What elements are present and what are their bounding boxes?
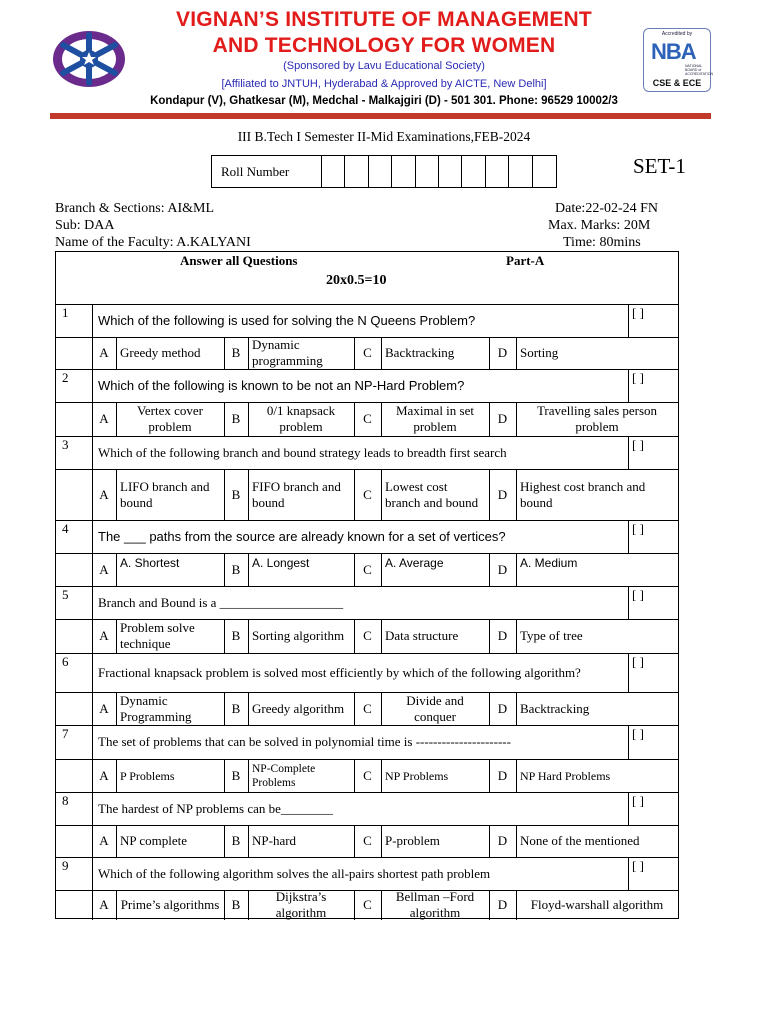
subject-text: Sub: DAA	[55, 218, 115, 233]
roll-digit-cell[interactable]	[345, 156, 368, 187]
table-column-rule	[381, 337, 382, 369]
answer-bracket: [ ]	[632, 858, 644, 873]
option-text: A. Longest	[252, 556, 310, 570]
option-text: NP complete	[120, 833, 188, 848]
option-text: Data structure	[385, 628, 459, 643]
option-letter: D	[497, 345, 508, 360]
table-column-rule	[116, 692, 117, 725]
table-column-rule	[92, 369, 93, 402]
option-letter: D	[497, 833, 508, 848]
option-text: LIFO branch and bound	[120, 478, 210, 510]
answer-bracket: [ ]	[632, 587, 644, 602]
table-column-rule	[628, 725, 629, 759]
option-letter: D	[497, 700, 508, 716]
table-column-rule	[92, 520, 93, 553]
header-divider	[50, 113, 711, 119]
table-column-rule	[381, 402, 382, 436]
option-text: NP Hard Problems	[520, 768, 611, 783]
option-text: Dynamic programming	[252, 337, 323, 368]
question-text: The set of problems that can be solved in polynomial time is ----------------------	[98, 734, 511, 749]
question-number: 4	[62, 521, 69, 536]
question-number: 6	[62, 654, 69, 669]
table-column-rule	[628, 304, 629, 337]
part-marks: 20x0.5=10	[326, 272, 387, 288]
table-column-rule	[516, 469, 517, 520]
table-column-rule	[92, 304, 93, 337]
table-column-rule	[116, 890, 117, 920]
option-letter: C	[363, 833, 372, 848]
option-text: Greedy method	[120, 345, 201, 360]
roll-digit-cell[interactable]	[416, 156, 439, 187]
option-text: Backtracking	[520, 700, 590, 716]
option-letter: B	[231, 767, 241, 783]
table-column-rule	[516, 402, 517, 436]
table-column-rule	[248, 692, 249, 725]
option-letter: B	[231, 833, 241, 848]
option-text: Dijkstra’s algorithm	[275, 889, 327, 920]
option-text: None of the mentioned	[520, 833, 640, 848]
option-letter: C	[363, 486, 372, 502]
option-text: Sorting	[520, 345, 559, 360]
table-column-rule	[516, 890, 517, 920]
table-column-rule	[381, 759, 382, 792]
roll-digit-cell[interactable]	[439, 156, 462, 187]
table-column-rule	[516, 692, 517, 725]
table-column-rule	[92, 857, 93, 890]
nba-accredited-text: Accredited by	[661, 31, 693, 37]
option-text: A. Average	[385, 556, 444, 570]
table-column-rule	[248, 890, 249, 920]
option-letter: B	[231, 700, 241, 716]
table-column-rule	[92, 436, 93, 469]
option-letter: C	[363, 561, 372, 577]
answer-bracket: [ ]	[632, 793, 644, 808]
option-letter: D	[497, 411, 508, 426]
option-letter: C	[363, 767, 372, 783]
nba-depts: CSE & ECE	[652, 78, 702, 88]
table-column-rule	[116, 619, 117, 653]
institute-name-line1: VIGNAN’S INSTITUTE OF MANAGEMENT	[176, 8, 592, 31]
option-letter: C	[363, 628, 372, 643]
table-column-rule	[116, 825, 117, 857]
option-letter: B	[231, 345, 241, 360]
question-number: 1	[62, 305, 69, 320]
option-text: A. Shortest	[120, 556, 180, 570]
option-text: Type of tree	[520, 628, 583, 643]
table-column-rule	[628, 653, 629, 692]
option-letter: D	[497, 897, 508, 912]
roll-digit-cell[interactable]	[486, 156, 509, 187]
table-column-rule	[628, 369, 629, 402]
nba-logo: NBA	[651, 39, 696, 64]
option-text: Floyd-warshall algorithm	[530, 897, 664, 912]
option-letter: B	[231, 897, 241, 912]
table-column-rule	[516, 553, 517, 586]
table-column-rule	[116, 759, 117, 792]
option-text: Prime’s algorithms	[120, 897, 220, 912]
option-text: NP-Complete Problems	[252, 762, 316, 789]
option-letter: C	[363, 897, 372, 912]
address-text: Kondapur (V), Ghatkesar (M), Medchal - Malkajgiri (D) - 501 301. Phone: 96529 10002/3	[150, 95, 618, 107]
option-text: Bellman –Ford algorithm	[395, 889, 475, 920]
table-column-rule	[381, 619, 382, 653]
table-column-rule	[116, 553, 117, 586]
question-text: The ___ paths from the source are already known for a set of vertices?	[98, 528, 506, 544]
option-text: Backtracking	[385, 345, 455, 360]
option-letter: C	[363, 411, 372, 426]
option-text: A. Medium	[520, 556, 578, 570]
option-letter: C	[363, 345, 372, 360]
option-text: Lowest cost branch and bound	[385, 478, 479, 510]
part-instruction: Answer all Questions	[180, 252, 298, 268]
option-letter: B	[231, 411, 241, 426]
option-text: Sorting algorithm	[252, 628, 345, 643]
faculty-text: Name of the Faculty: A.KALYANI	[55, 235, 251, 250]
roll-digit-cell[interactable]	[369, 156, 392, 187]
affiliation-text: [Affiliated to JNTUH, Hyderabad & Approved by AICTE, New Delhi]	[221, 78, 547, 90]
option-text: 0/1 knapsack problem	[266, 403, 336, 434]
date-text: Date:22-02-24 FN	[555, 201, 659, 216]
question-table	[55, 251, 679, 919]
max-marks-text: Max. Marks: 20M	[548, 218, 651, 233]
table-column-rule	[248, 825, 249, 857]
question-text: Which of the following is known to be not an NP-Hard Problem?	[98, 377, 465, 393]
option-letter: A	[99, 700, 109, 716]
table-column-rule	[116, 402, 117, 436]
roll-number-label: Roll Number	[212, 156, 322, 187]
question-number: 5	[62, 587, 69, 602]
option-text: P Problems	[120, 768, 175, 783]
table-column-rule	[116, 469, 117, 520]
branch-text: Branch & Sections: AI&ML	[55, 201, 215, 216]
option-text: FIFO branch and bound	[252, 478, 341, 510]
table-column-rule	[381, 469, 382, 520]
table-column-rule	[516, 825, 517, 857]
question-text: Which of the following is used for solving the N Queens Problem?	[98, 312, 476, 328]
nba-subtext: NATIONAL BOARD of ACCREDITATION	[685, 64, 714, 76]
table-column-rule	[248, 469, 249, 520]
table-column-rule	[381, 692, 382, 725]
table-column-rule	[516, 619, 517, 653]
roll-number-box	[211, 155, 557, 188]
table-column-rule	[248, 337, 249, 369]
option-letter: C	[363, 700, 372, 716]
option-letter: D	[497, 561, 508, 577]
option-text: NP-hard	[252, 833, 297, 848]
option-letter: A	[99, 897, 109, 912]
question-text: Fractional knapsack problem is solved most efficiently by which of the following algorithm?	[98, 664, 581, 680]
roll-digit-cell[interactable]	[509, 156, 532, 187]
question-number: 3	[62, 437, 69, 452]
option-letter: D	[497, 767, 508, 783]
table-column-rule	[92, 586, 93, 619]
option-letter: A	[99, 628, 109, 643]
answer-bracket: [ ]	[632, 437, 644, 452]
roll-digit-cell[interactable]	[392, 156, 415, 187]
table-column-rule	[628, 436, 629, 469]
option-letter: A	[99, 833, 109, 848]
table-column-rule	[92, 653, 93, 692]
table-column-rule	[516, 337, 517, 369]
option-text: Divide and conquer	[406, 692, 464, 724]
question-number: 2	[62, 370, 69, 385]
table-column-rule	[381, 553, 382, 586]
option-letter: A	[99, 411, 109, 426]
question-number: 9	[62, 858, 69, 873]
nba-badge	[643, 28, 714, 92]
question-number: 7	[62, 726, 69, 741]
table-column-rule	[248, 553, 249, 586]
institute-name-line2: AND TECHNOLOGY FOR WOMEN	[212, 34, 556, 57]
question-text: Which of the following branch and bound strategy leads to breadth first search	[98, 444, 507, 460]
option-text: Dynamic Programming	[120, 692, 192, 724]
option-text: Vertex cover problem	[136, 403, 204, 434]
question-text: The hardest of NP problems can be________	[98, 800, 333, 816]
option-letter: B	[231, 486, 241, 502]
table-column-rule	[116, 337, 117, 369]
question-text: Branch and Bound is a ___________________	[98, 594, 344, 610]
table-column-rule	[628, 586, 629, 619]
answer-bracket: [ ]	[632, 305, 644, 320]
set-label: SET-1	[633, 154, 686, 178]
option-letter: A	[99, 345, 109, 360]
table-column-rule	[628, 520, 629, 553]
roll-digit-cell[interactable]	[322, 156, 345, 187]
option-text: Maximal in set problem	[396, 403, 474, 434]
question-text: Which of the following algorithm solves the all-pairs shortest path problem	[98, 865, 491, 881]
option-letter: D	[497, 486, 508, 502]
table-column-rule	[381, 890, 382, 920]
option-letter: A	[99, 486, 109, 502]
option-text: NP Problems	[385, 768, 449, 783]
sponsor-text: (Sponsored by Lavu Educational Society)	[283, 60, 485, 72]
option-letter: B	[231, 628, 241, 643]
option-text: Problem solve technique	[120, 620, 195, 651]
answer-bracket: [ ]	[632, 726, 644, 741]
option-text: P-problem	[385, 833, 440, 848]
table-column-rule	[92, 792, 93, 825]
option-text: Travelling sales person problem	[536, 403, 658, 434]
part-name: Part-A	[506, 252, 545, 268]
option-letter: D	[497, 628, 508, 643]
answer-bracket: [ ]	[632, 521, 644, 536]
table-column-rule	[248, 402, 249, 436]
question-number: 8	[62, 793, 69, 808]
table-column-rule	[248, 619, 249, 653]
option-letter: A	[99, 561, 109, 577]
roll-digit-cell[interactable]	[533, 156, 556, 187]
table-column-rule	[628, 792, 629, 825]
option-text: Highest cost branch and bound	[520, 478, 646, 510]
option-letter: B	[231, 561, 241, 577]
table-column-rule	[248, 759, 249, 792]
table-column-rule	[516, 759, 517, 792]
roll-digit-cell[interactable]	[462, 156, 485, 187]
option-text: Greedy algorithm	[252, 700, 345, 716]
answer-bracket: [ ]	[632, 654, 644, 669]
exam-title: III B.Tech I Semester II-Mid Examinations,FEB-2024	[237, 129, 531, 144]
option-letter: A	[99, 767, 109, 783]
table-column-rule	[628, 857, 629, 890]
time-text: Time: 80mins	[563, 235, 641, 250]
table-column-rule	[92, 725, 93, 759]
table-column-rule	[381, 825, 382, 857]
answer-bracket: [ ]	[632, 370, 644, 385]
